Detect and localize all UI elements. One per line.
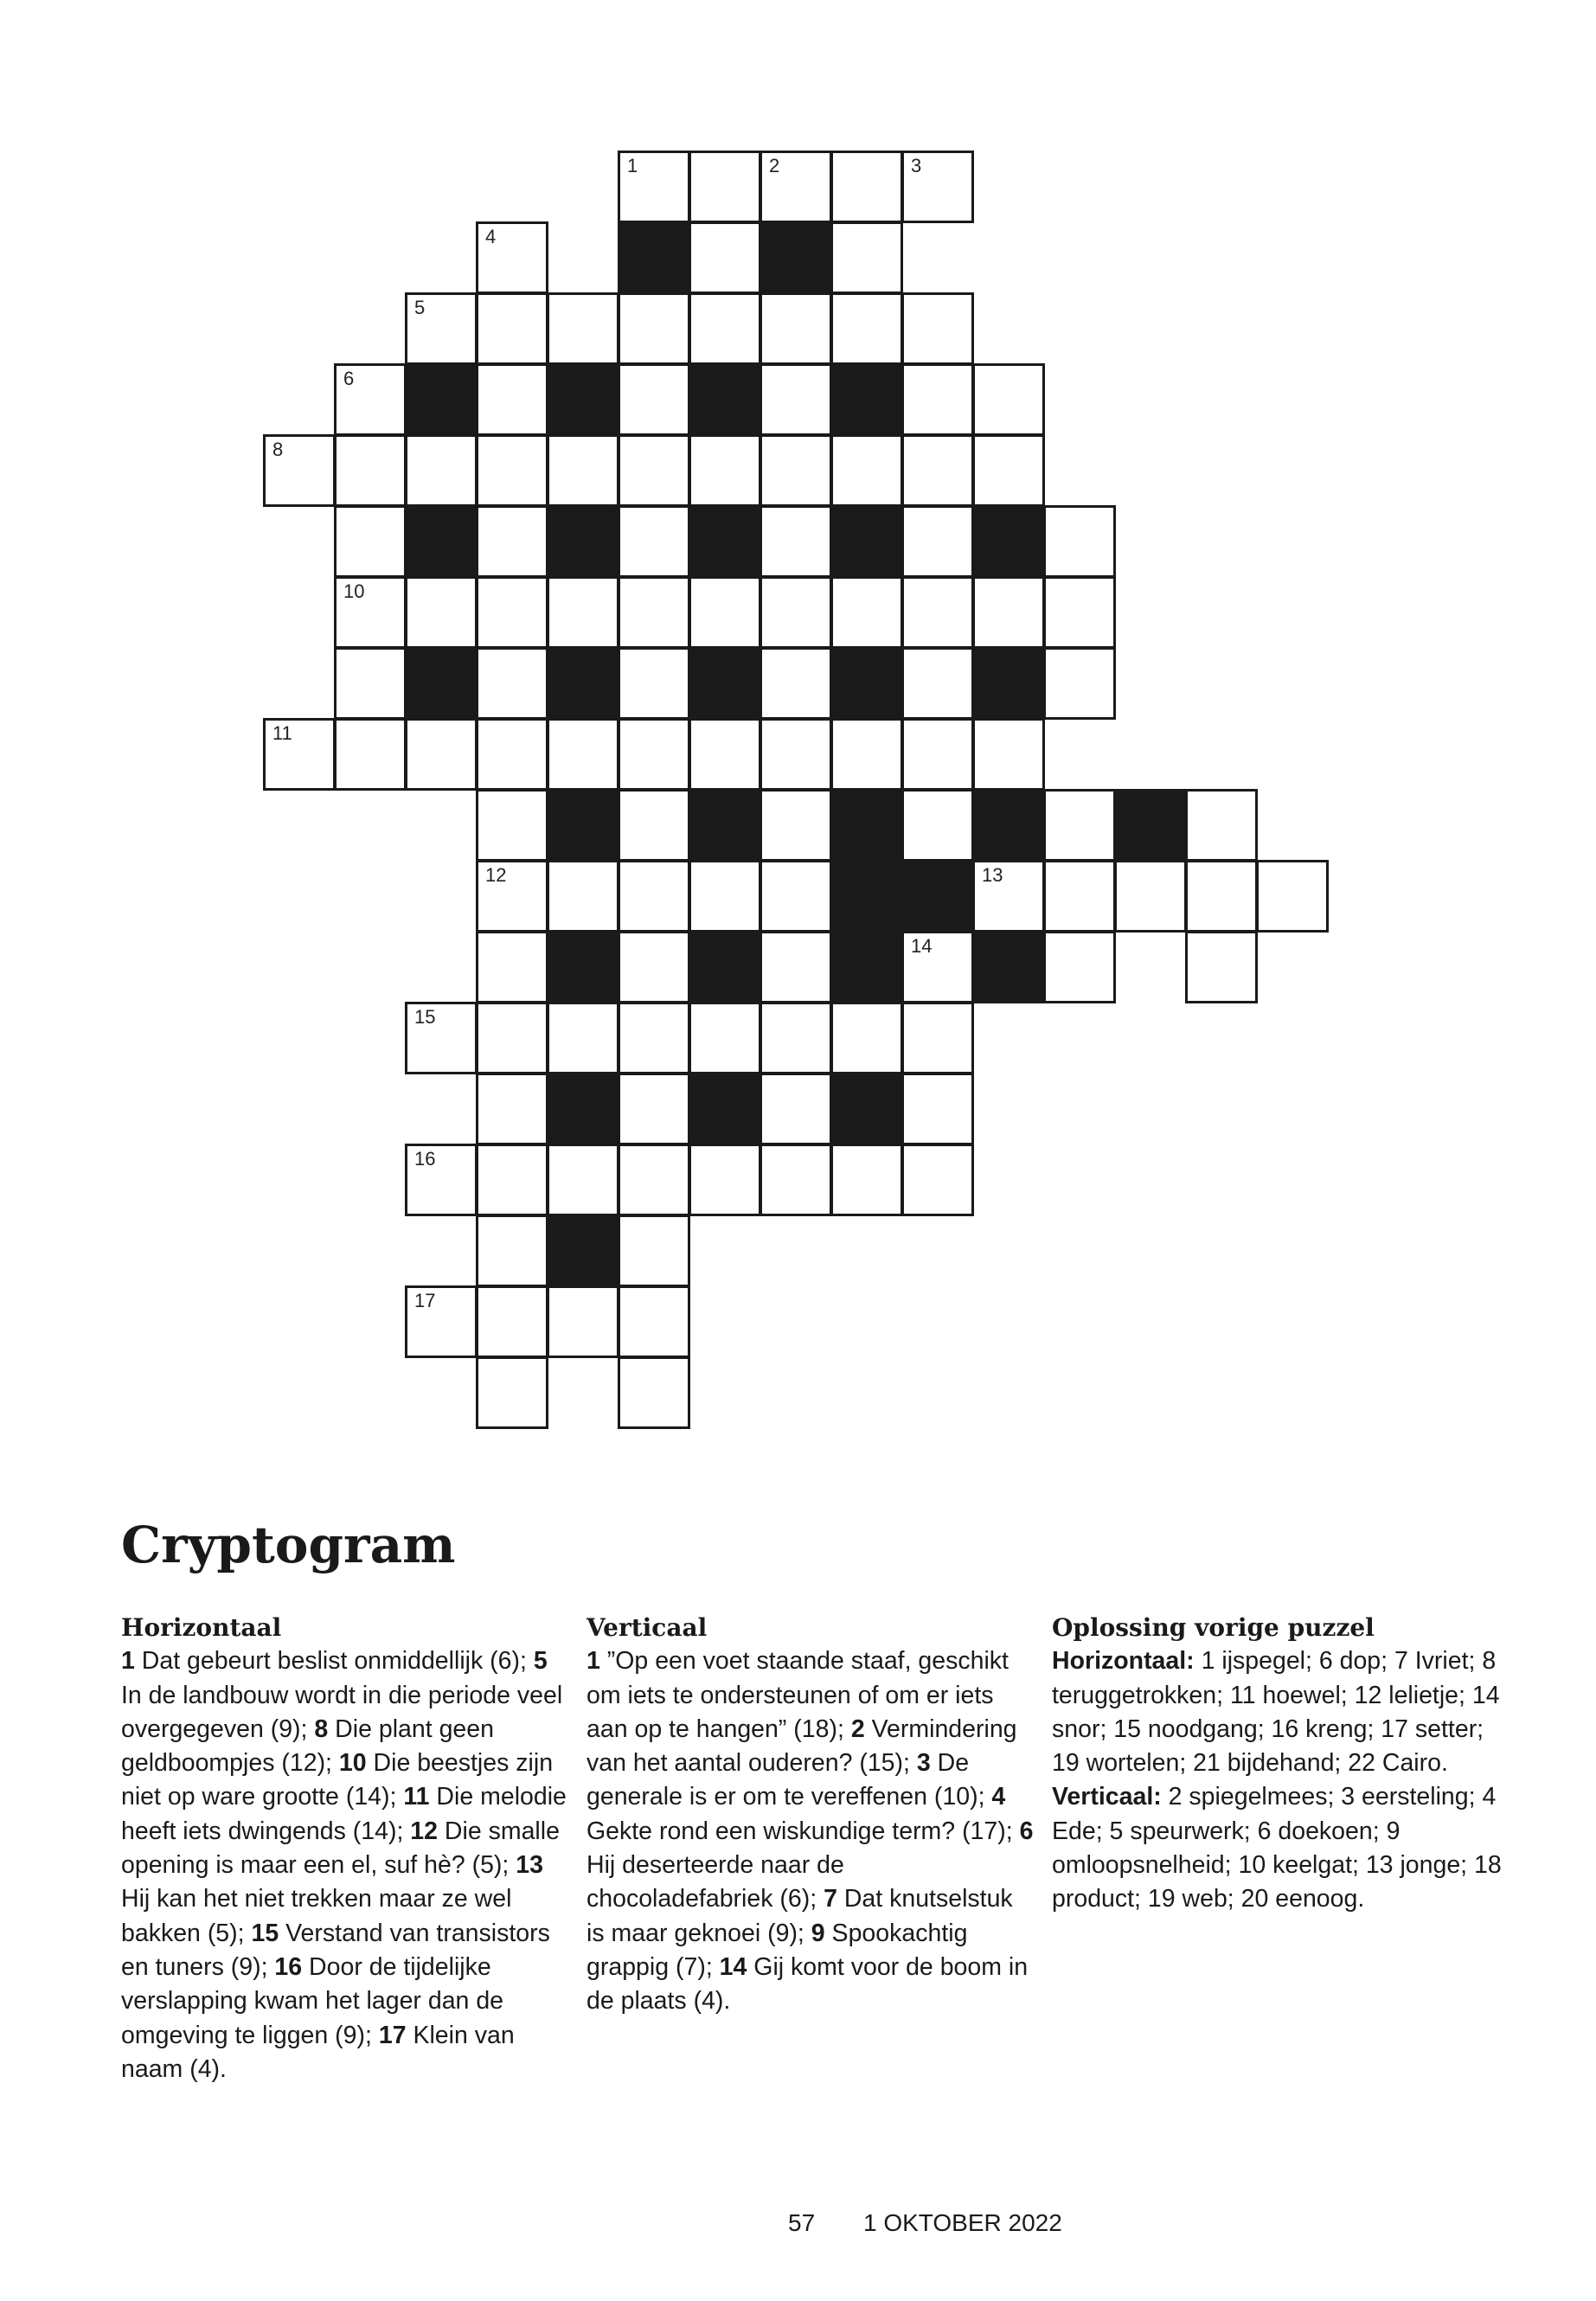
grid-cell[interactable] — [405, 1002, 478, 1074]
grid-cell[interactable] — [618, 931, 690, 1003]
clue-number: 6 — [343, 368, 355, 389]
clue-number: 11 — [272, 722, 292, 744]
verticaal-clue-number: 6 — [1019, 1817, 1034, 1845]
grid-cell[interactable] — [901, 292, 974, 365]
black-square — [689, 505, 761, 578]
clue-number: 1 — [627, 155, 638, 176]
horizontaal-clue-number: 16 — [274, 1952, 303, 1981]
grid-cell[interactable] — [830, 434, 903, 507]
grid-cell[interactable] — [618, 789, 690, 862]
black-square — [830, 647, 903, 720]
grid-cell[interactable] — [972, 576, 1045, 649]
black-square — [972, 647, 1045, 720]
black-square — [405, 363, 478, 436]
grid-cell[interactable] — [618, 363, 690, 436]
clue-number: 5 — [414, 297, 426, 318]
grid-cell[interactable] — [405, 1285, 478, 1358]
verticaal-clue-text: Hij deserteerde naar de chocoladefabriek (6); — [586, 1851, 844, 1913]
black-square — [830, 789, 903, 862]
grid-cell[interactable] — [1256, 860, 1329, 933]
black-square — [689, 363, 761, 436]
grid-cell[interactable] — [476, 647, 548, 720]
verticaal-clue-text: Gij komt voor de boom in de plaats (4). — [586, 1952, 1029, 2016]
horizontaal-clue-number: 1 — [121, 1647, 135, 1676]
puzzle-title: Cryptogram — [121, 1516, 456, 1574]
grid-cell[interactable] — [830, 718, 903, 791]
black-square — [618, 221, 690, 294]
black-square — [1114, 789, 1187, 862]
grid-cell[interactable] — [618, 718, 690, 791]
grid-cell[interactable] — [618, 1215, 690, 1287]
grid-cell[interactable] — [476, 1002, 548, 1074]
grid-cell[interactable] — [547, 434, 619, 507]
verticaal-clue-text: De generale is er om te vereffenen (10); — [586, 1749, 992, 1811]
clue-number: 4 — [485, 226, 497, 247]
grid-cell[interactable] — [618, 860, 690, 933]
grid-cell[interactable] — [618, 151, 690, 223]
black-square — [547, 1073, 619, 1145]
grid-cell[interactable] — [830, 1144, 903, 1216]
solution-horizontaal-label: Horizontaal: — [1052, 1647, 1195, 1676]
grid-cell[interactable] — [618, 647, 690, 720]
grid-cell[interactable] — [618, 576, 690, 649]
black-square — [972, 789, 1045, 862]
verticaal-clue-text: Vermindering van het aantal ouderen? (15); — [586, 1715, 1017, 1778]
black-square — [689, 931, 761, 1003]
verticaal-clue-number: 2 — [850, 1715, 865, 1743]
grid-cell[interactable] — [760, 1144, 832, 1216]
verticaal-clue-text: Dat knutselstuk is maar geknoei (9); — [586, 1885, 1013, 1947]
black-square — [689, 789, 761, 862]
grid-cell[interactable] — [476, 1356, 548, 1429]
grid-cell[interactable] — [476, 1144, 548, 1216]
black-square — [547, 505, 619, 578]
horizontaal-clue-text: Die plant geen geldboompjes (12); — [121, 1715, 494, 1778]
grid-cell[interactable] — [618, 1144, 690, 1216]
grid-cell[interactable] — [972, 718, 1045, 791]
grid-cell[interactable] — [689, 221, 761, 294]
black-square — [830, 931, 903, 1003]
grid-cell[interactable] — [689, 860, 761, 933]
grid-cell[interactable] — [901, 1002, 974, 1074]
clue-number: 2 — [769, 155, 780, 176]
grid-cell[interactable] — [1185, 931, 1258, 1003]
grid-cell[interactable] — [901, 1144, 974, 1216]
grid-cell[interactable] — [760, 1073, 832, 1145]
grid-cell[interactable] — [476, 576, 548, 649]
grid-cell[interactable] — [618, 434, 690, 507]
grid-cell[interactable] — [901, 718, 974, 791]
horizontaal-clue-number: 12 — [410, 1817, 438, 1845]
grid-cell[interactable] — [476, 363, 548, 436]
horizontaal-clue-text: Hij kan het niet trekken maar ze wel bakken (5); — [121, 1885, 512, 1947]
grid-cell[interactable] — [901, 647, 974, 720]
grid-cell[interactable] — [760, 292, 832, 365]
grid-cell[interactable] — [618, 505, 690, 578]
grid-cell[interactable] — [334, 576, 407, 649]
clues-verticaal — [586, 1611, 1036, 2019]
grid-cell[interactable] — [405, 718, 478, 791]
grid-cell[interactable] — [334, 505, 407, 578]
grid-cell[interactable] — [476, 221, 548, 294]
grid-cell[interactable] — [1043, 931, 1116, 1003]
grid-cell[interactable] — [760, 363, 832, 436]
grid-cell[interactable] — [618, 1356, 690, 1429]
black-square — [547, 363, 619, 436]
clue-number: 15 — [414, 1006, 436, 1028]
grid-cell[interactable] — [618, 292, 690, 365]
grid-cell[interactable] — [547, 1002, 619, 1074]
grid-cell[interactable] — [476, 1215, 548, 1287]
black-square — [689, 647, 761, 720]
grid-cell[interactable] — [618, 1285, 690, 1358]
issue-date: 1 OKTOBER 2022 — [863, 2209, 1062, 2236]
grid-cell[interactable] — [901, 1073, 974, 1145]
grid-cell[interactable] — [476, 860, 548, 933]
solution-horizontaal-text: 1 ijspegel; 6 dop; 7 Ivriet; 8 teruggetrokken; 11 hoewel; 12 lelietje; 14 snor; 15 noodgang; 16 kreng; 17 setter; 19 wortelen; 21 bijdehand; 22 Cairo. — [1052, 1647, 1500, 1778]
grid-cell[interactable] — [760, 1002, 832, 1074]
grid-cell[interactable] — [901, 151, 974, 223]
horizontaal-clue-text: In de landbouw wordt in die periode veel overgegeven (9); — [121, 1681, 563, 1743]
grid-cell[interactable] — [405, 576, 478, 649]
grid-cell[interactable] — [547, 576, 619, 649]
horizontaal-clue-text: Klein van naam (4). — [121, 2021, 515, 2083]
grid-cell[interactable] — [1043, 860, 1116, 933]
grid-cell[interactable] — [334, 363, 407, 436]
grid-cell[interactable] — [405, 434, 478, 507]
grid-cell[interactable] — [334, 718, 407, 791]
verticaal-clue-number: 3 — [916, 1749, 931, 1778]
clue-number: 3 — [911, 155, 922, 176]
grid-cell[interactable] — [476, 789, 548, 862]
solution-heading: Oplossing vorige puzzel — [1052, 1613, 1375, 1642]
grid-cell[interactable] — [547, 1285, 619, 1358]
black-square — [830, 505, 903, 578]
grid-cell[interactable] — [334, 434, 407, 507]
grid-cell[interactable] — [760, 860, 832, 933]
grid-cell[interactable] — [689, 151, 761, 223]
solution-horizontaal — [1052, 1644, 1502, 1780]
clue-number: 13 — [982, 864, 1003, 886]
grid-cell[interactable] — [760, 718, 832, 791]
grid-cell[interactable] — [476, 1285, 548, 1358]
black-square — [547, 647, 619, 720]
grid-cell[interactable] — [760, 647, 832, 720]
verticaal-clue-text: Gekte rond een wiskundige term? (17); — [586, 1817, 1020, 1845]
grid-cell[interactable] — [1043, 576, 1116, 649]
horizontaal-clue-number: 17 — [378, 2021, 407, 2049]
grid-cell[interactable] — [476, 1073, 548, 1145]
grid-cell[interactable] — [760, 576, 832, 649]
horizontaal-heading: Horizontaal — [121, 1613, 282, 1642]
grid-cell[interactable] — [760, 434, 832, 507]
grid-cell[interactable] — [830, 151, 903, 223]
grid-cell[interactable] — [830, 221, 903, 294]
grid-cell[interactable] — [689, 1144, 761, 1216]
grid-cell[interactable] — [760, 505, 832, 578]
horizontaal-clue-list — [121, 1644, 571, 2086]
grid-cell[interactable] — [830, 292, 903, 365]
grid-cell[interactable] — [972, 363, 1045, 436]
verticaal-heading: Verticaal — [586, 1613, 708, 1642]
horizontaal-clue-number: 8 — [314, 1715, 329, 1743]
horizontaal-clue-text: Die beestjes zijn niet op ware grootte (14); — [121, 1749, 554, 1811]
horizontaal-clue-text: Die melodie heeft iets dwingends (14); — [121, 1783, 567, 1845]
black-square — [405, 647, 478, 720]
grid-cell[interactable] — [547, 718, 619, 791]
grid-cell[interactable] — [830, 576, 903, 649]
clue-number: 8 — [272, 439, 284, 460]
horizontaal-clue-number: 5 — [533, 1647, 548, 1676]
grid-cell[interactable] — [476, 434, 548, 507]
verticaal-clue-number: 4 — [991, 1783, 1006, 1811]
verticaal-clue-number: 1 — [586, 1647, 600, 1676]
grid-cell[interactable] — [476, 718, 548, 791]
grid-cell[interactable] — [689, 576, 761, 649]
horizontaal-clue-text: Verstand van transistors en tuners (9); — [121, 1919, 550, 1981]
grid-cell[interactable] — [760, 789, 832, 862]
black-square — [972, 505, 1045, 578]
black-square — [689, 1073, 761, 1145]
verticaal-clue-number: 9 — [811, 1919, 825, 1947]
grid-cell[interactable] — [901, 505, 974, 578]
grid-cell[interactable] — [901, 434, 974, 507]
grid-cell[interactable] — [689, 292, 761, 365]
clue-number: 17 — [414, 1290, 436, 1311]
grid-cell[interactable] — [1043, 789, 1116, 862]
grid-cell[interactable] — [901, 931, 974, 1003]
black-square — [830, 1073, 903, 1145]
solution-verticaal-label: Verticaal: — [1052, 1783, 1162, 1811]
grid-cell[interactable] — [689, 1002, 761, 1074]
horizontaal-clue-text: Die smalle opening is maar een el, suf hè? (5); — [121, 1817, 560, 1880]
verticaal-clue-list — [586, 1644, 1036, 2018]
black-square — [547, 931, 619, 1003]
grid-cell[interactable] — [618, 1073, 690, 1145]
grid-cell[interactable] — [547, 1144, 619, 1216]
verticaal-clue-number: 7 — [824, 1885, 837, 1913]
grid-cell[interactable] — [476, 931, 548, 1003]
solution-verticaal — [1052, 1780, 1502, 1916]
grid-cell[interactable] — [263, 434, 336, 507]
grid-cell[interactable] — [760, 931, 832, 1003]
black-square — [547, 789, 619, 862]
grid-cell[interactable] — [901, 576, 974, 649]
grid-cell[interactable] — [689, 718, 761, 791]
grid-cell[interactable] — [476, 292, 548, 365]
grid-cell[interactable] — [334, 647, 407, 720]
black-square — [972, 931, 1045, 1003]
grid-cell[interactable] — [1043, 505, 1116, 578]
grid-cell[interactable] — [972, 860, 1045, 933]
grid-cell[interactable] — [1043, 647, 1116, 720]
grid-cell[interactable] — [1185, 789, 1258, 862]
grid-cell[interactable] — [1185, 860, 1258, 933]
horizontaal-clue-number: 13 — [516, 1851, 543, 1880]
previous-solution — [1052, 1611, 1502, 1917]
black-square — [405, 505, 478, 578]
clue-number: 16 — [414, 1148, 436, 1170]
verticaal-clue-text: ”Op een voet staande staaf, geschikt om iets te ondersteunen of om er iets aan op te hangen” (18); — [586, 1647, 1009, 1743]
black-square — [760, 221, 832, 294]
grid-cell[interactable] — [476, 505, 548, 578]
grid-cell[interactable] — [547, 860, 619, 933]
black-square — [830, 860, 903, 933]
horizontaal-clue-number: 15 — [251, 1919, 279, 1947]
page-number: 57 — [788, 2209, 816, 2236]
grid-cell[interactable] — [760, 151, 832, 223]
grid-cell[interactable] — [1114, 860, 1187, 933]
grid-cell[interactable] — [405, 1144, 478, 1216]
grid-cell[interactable] — [830, 1002, 903, 1074]
clue-number: 14 — [911, 935, 933, 957]
verticaal-clue-number: 14 — [719, 1952, 747, 1981]
horizontaal-clue-text: Dat gebeurt beslist onmiddellijk (6); — [134, 1647, 534, 1676]
verticaal-clue-text: Spookachtig grappig (7); — [586, 1919, 968, 1981]
grid-cell[interactable] — [901, 363, 974, 436]
grid-cell[interactable] — [405, 292, 478, 365]
black-square — [830, 363, 903, 436]
black-square — [547, 1215, 619, 1287]
grid-cell[interactable] — [618, 1002, 690, 1074]
horizontaal-clue-number: 11 — [403, 1783, 430, 1811]
grid-cell[interactable] — [901, 789, 974, 862]
clues-horizontaal — [121, 1611, 571, 2086]
horizontaal-clue-text: Door de tijdelijke verslapping kwam het lager dan de omgeving te liggen (9); — [121, 1952, 504, 2049]
clue-number: 10 — [343, 580, 365, 602]
grid-cell[interactable] — [689, 434, 761, 507]
grid-cell[interactable] — [263, 718, 336, 791]
black-square — [901, 860, 974, 933]
horizontaal-clue-number: 10 — [338, 1749, 367, 1778]
clue-number: 12 — [485, 864, 507, 886]
grid-cell[interactable] — [547, 292, 619, 365]
solution-verticaal-text: 2 spiegelmees; 3 eersteling; 4 Ede; 5 speurwerk; 6 doekoen; 9 omloopsnelheid; 10 keelgat; 13 jonge; 18 product; 19 web; 20 eenoog. — [1052, 1783, 1502, 1913]
grid-cell[interactable] — [972, 434, 1045, 507]
